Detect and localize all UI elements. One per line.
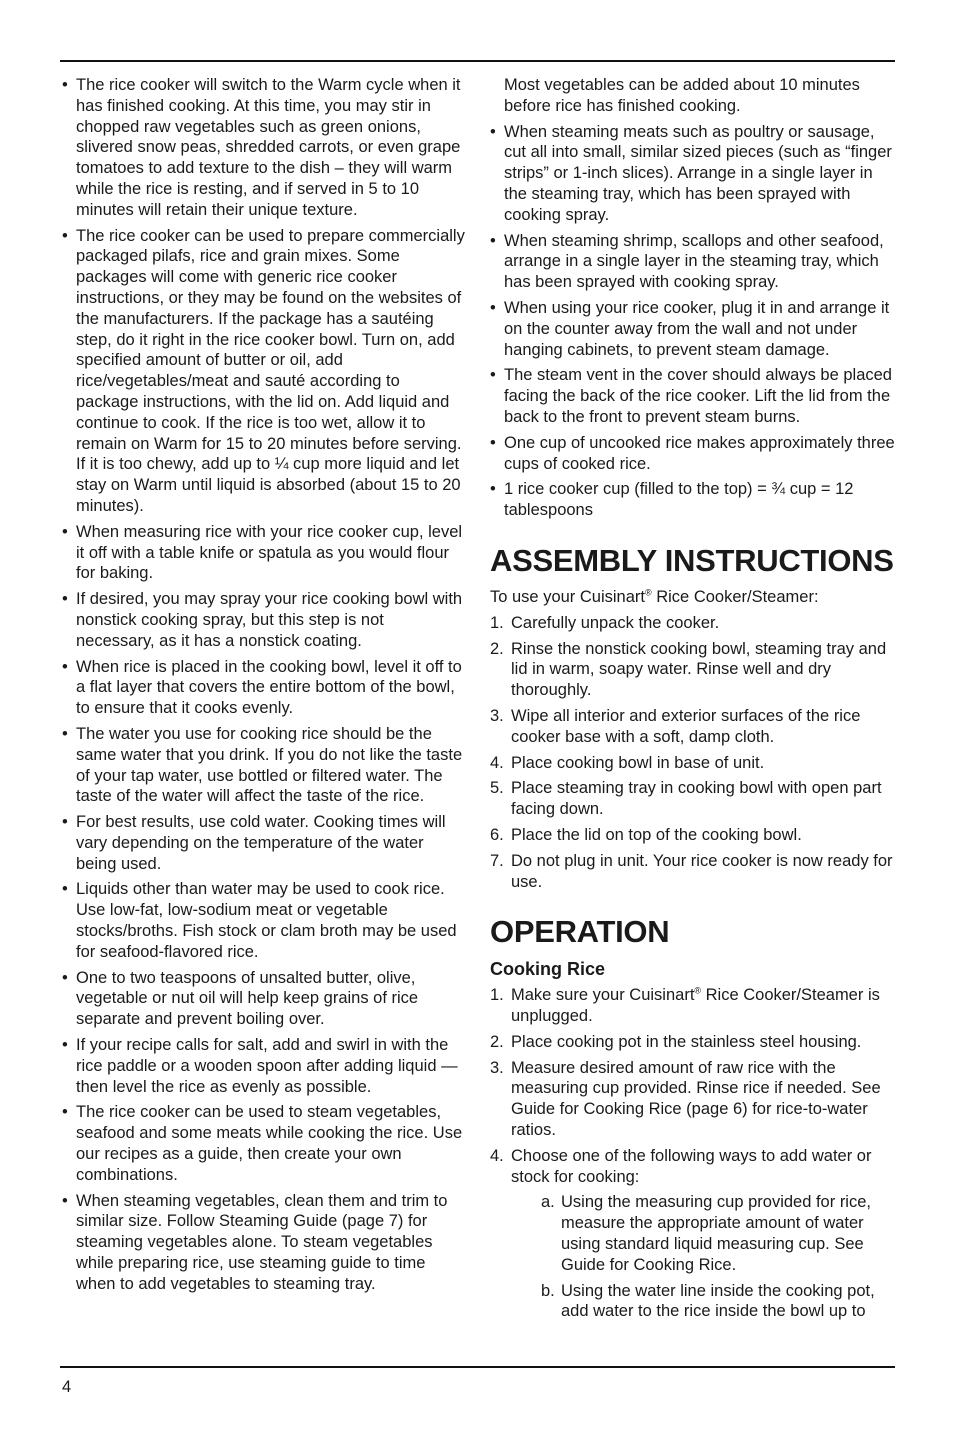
step-number: 1. [490, 613, 504, 632]
assembly-step [490, 639, 896, 701]
tip-item: • When steaming shrimp, scallops and other seafood, arrange in a single layer in the steaming tray, which has been sprayed with cooking spray. [490, 231, 896, 293]
tip-item: • If your recipe calls for salt, add and swirl in with the rice paddle or a wooden spoon after adding liquid — then level the rice as evenly as possible. [62, 1035, 466, 1097]
bottom-rule [60, 1366, 895, 1368]
tip-item: • The water you use for cooking rice should be the same water that you drink. If you do not like the taste of your tap water, use bottled or filtered water. The taste of the water will affect the taste of the rice. [62, 724, 466, 807]
step-number: 2. [490, 1032, 504, 1051]
tip-item: • If desired, you may spray your rice cooking bowl with nonstick cooking spray, but this step is not necessary, as it has a nonstick coating. [62, 589, 466, 651]
step-number: 3. [490, 706, 504, 725]
tip-item: • When steaming vegetables, clean them and trim to similar size. Follow Steaming Guide (page 7) for steaming vegetables alone. To steam vegetables while preparing rice, use steaming guide to time when to add vegetables to steaming tray. [62, 1191, 466, 1295]
step-text-post: Rice Cooker/Steamer is unplugged. [511, 986, 880, 1026]
tip-item: • For best results, use cold water. Cooking times will vary depending on the temperature of the water being used. [62, 812, 466, 874]
step-text: Carefully unpack the cooker. [511, 613, 720, 632]
tip-item: • The rice cooker can be used to steam vegetables, seafood and some meats while cooking the rice. Use our recipes as a guide, then create your own combinations. [62, 1102, 466, 1185]
cooking-rice-subheading: Cooking Rice [490, 959, 606, 980]
step-number: 2. [490, 639, 504, 658]
tip-item: • 1 rice cooker cup (filled to the top) = ¾ cup = 12 tablespoons [490, 479, 896, 521]
water-option [511, 1281, 896, 1323]
assembly-intro [490, 587, 896, 608]
step-text: Do not plug in unit. Your rice cooker is now ready for use. [511, 851, 893, 891]
step-number: 1. [490, 986, 504, 1005]
left-column [62, 75, 466, 1300]
tip-item: • The rice cooker can be used to prepare commercially packaged pilafs, rice and grain mixes. Some packages will come with generic rice cooker instructions, or they may be found on the websites of the manufacturers. If the package has a sautéing step, do it right in the rice cooker bowl. Turn on, add specified amount of butter or oil, add rice/vegetables/meat and sauté according to package instructions, with the lid on. Add liquid and continue to cook. If the rice is too wet, allow it to remain on Warm for 15 to 20 minutes before serving. If it is too chewy, add up to ¼ cup more liquid and let stay on Warm until liquid is absorbed (about 15 to 20 minutes). [62, 226, 466, 517]
operation-step [490, 1058, 896, 1141]
operation-step [490, 1146, 896, 1322]
registered-mark: ® [694, 985, 702, 996]
tip-item: • Liquids other than water may be used to cook rice. Use low-fat, low-sodium meat or vegetable stocks/broths. Fish stock or clam broth may be used for seafood-flavored rice. [62, 879, 466, 962]
step-number: 3. [490, 1058, 504, 1077]
operation-step [490, 1032, 896, 1053]
option-letter: b. [541, 1281, 555, 1300]
tip-continuation: Most vegetables can be added about 10 minutes before rice has finished cooking. [504, 76, 860, 115]
step-text: Place steaming tray in cooking bowl with open part facing down. [511, 779, 882, 819]
assembly-step [490, 613, 896, 634]
page-number: 4 [62, 1378, 72, 1396]
top-rule [60, 60, 895, 62]
step-number: 7. [490, 851, 504, 870]
tip-item: • One to two teaspoons of unsalted butter, olive, vegetable or nut oil will help keep grains of rice separate and prevent boiling over. [62, 968, 466, 1030]
step-text: Place cooking pot in the stainless steel housing. [511, 1032, 862, 1051]
tip-item: • The rice cooker will switch to the Warm cycle when it has finished cooking. At this time, you may stir in chopped raw vegetables such as green onions, slivered snow peas, shredded carrots, or even grape tomatoes to add texture to the dish – they will warm while the rice is resting, and if served in 5 to 10 minutes will retain their unique texture. [62, 75, 466, 221]
step-text: Wipe all interior and exterior surfaces of the rice cooker base with a soft, damp cloth. [511, 706, 861, 746]
right-column [490, 75, 896, 1327]
step-number: 4. [490, 753, 504, 772]
step-text: Measure desired amount of raw rice with the measuring cup provided. Rinse rice if needed. See Guide for Cooking Rice (page 6) for rice-to-water ratios. [511, 1058, 881, 1140]
operation-heading: OPERATION [490, 914, 670, 950]
tips-list-right [490, 122, 896, 521]
tip-item: • One cup of uncooked rice makes approximately three cups of cooked rice. [490, 433, 896, 475]
tip-item: • When using your rice cooker, plug it in and arrange it on the counter away from the wall and not under hanging cabinets, to prevent steam damage. [490, 298, 896, 360]
step-text-pre: Make sure your Cuisinart [511, 986, 695, 1005]
option-text: Using the water line inside the cooking pot, add water to the rice inside the bowl up to [561, 1281, 875, 1321]
assembly-step [490, 778, 896, 820]
tip-item: • The steam vent in the cover should always be placed facing the back of the rice cooker. Lift the lid from the back to the front to prevent steam burns. [490, 365, 896, 427]
assembly-step [490, 753, 896, 774]
assembly-step [490, 851, 896, 893]
step-number: 5. [490, 779, 504, 798]
tip-item: • When rice is placed in the cooking bowl, level it off to a flat layer that covers the entire bottom of the bowl, to ensure that it cooks evenly. [62, 657, 466, 719]
step-text: Choose one of the following ways to add water or stock for cooking: [511, 1146, 872, 1186]
assembly-step [490, 825, 896, 846]
step-text: Place cooking bowl in base of unit. [511, 753, 765, 772]
tip-item: • When measuring rice with your rice cooker cup, level it off with a table knife or spatula as you would flour for baking. [62, 522, 466, 584]
option-text: Using the measuring cup provided for rice, measure the appropriate amount of water using standard liquid measuring cup. See Guide for Cooking Rice. [561, 1193, 871, 1274]
option-letter: a. [541, 1193, 555, 1212]
water-options-list [511, 1192, 896, 1322]
operation-steps [490, 985, 896, 1322]
tip-item: • When steaming meats such as poultry or sausage, cut all into small, similar sized pieces (such as “finger strips” or 1-inch slices). Arrange in a single layer in the steaming tray, which has been sprayed with cooking spray. [490, 122, 896, 226]
step-number: 4. [490, 1146, 504, 1165]
assembly-steps [490, 613, 896, 893]
step-number: 6. [490, 825, 504, 844]
assembly-heading: ASSEMBLY INSTRUCTIONS [490, 542, 894, 578]
tips-list-left [62, 75, 466, 1295]
step-text: Place the lid on top of the cooking bowl. [511, 825, 802, 844]
assembly-step [490, 706, 896, 748]
registered-mark: ® [645, 587, 652, 598]
step-text: Rinse the nonstick cooking bowl, steaming tray and lid in warm, soapy water. Rinse well and dry thoroughly. [511, 639, 887, 700]
operation-step [490, 985, 896, 1027]
assembly-intro-pre: To use your Cuisinart [490, 587, 645, 606]
assembly-intro-post: Rice Cooker/Steamer: [651, 587, 819, 606]
water-option [511, 1192, 896, 1275]
